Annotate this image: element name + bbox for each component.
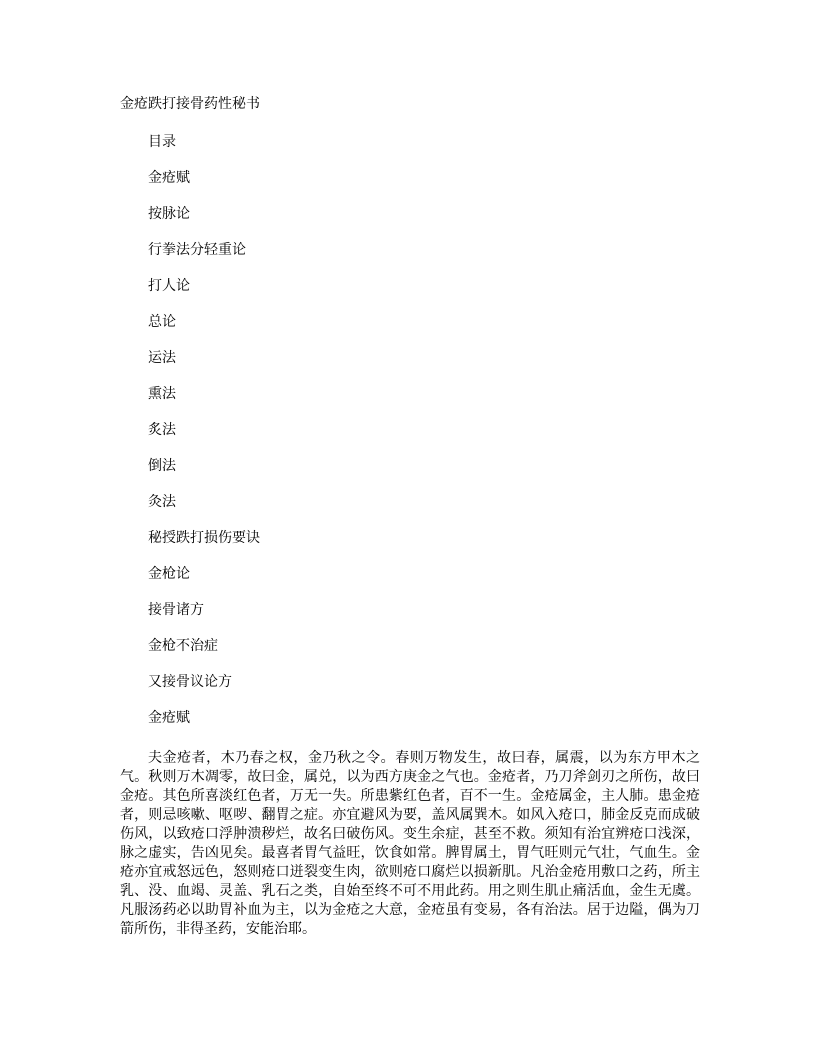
document-title: 金疮跌打接骨药性秘书 (120, 96, 260, 112)
toc-item: 运法 (148, 350, 176, 366)
toc-item: 打人论 (148, 278, 190, 294)
toc-item: 按脉论 (148, 206, 190, 222)
toc-item: 目录 (148, 134, 176, 150)
toc-item: 熏法 (148, 386, 176, 402)
toc-item: 金枪论 (148, 566, 190, 582)
toc-item: 总论 (148, 314, 176, 330)
toc-item: 秘授跌打损伤要诀 (148, 530, 260, 546)
body-paragraph: 夫金疮者，木乃春之权，金乃秋之令。春则万物发生，故曰春，属震，以为东方甲木之气。秋则万木凋零，故曰金，属兑，以为西方庚金之气也。金疮者，乃刀斧剑刃之所伤，故曰金疮。其色所喜淡红色者，万无一失。所患紫红色者，百不一生。金疮属金，主人肺。患金疮者，则忌咳嗽、呕哕、翻胃之症。亦宜避风为要，盖风属巽木。如风入疮口，肺金反克而成破伤风，以致疮口浮肿溃秽烂，故名曰破伤风。变生余症，甚至不救。须知有治宜辨疮口浅深，脉之虚实，告凶见矣。最喜者胃气益旺，饮食如常。脾胃属土，胃气旺则元气壮，气血生。金疮亦宜戒怒远色，怒则疮口迸裂变生肉，欲则疮口腐烂以损新肌。凡治金疮用敷口之药，所主乳、没、血竭、灵盖、乳石之类，自始至终不可不用此药。用之则生肌止痛活血，金生无虞。凡服汤药必以助胃补血为主，以为金疮之大意，金疮虽有变易，各有治法。居于边隘，偶为刀箭所伤，非得圣药，安能治耶。 (120, 750, 700, 937)
toc-item: 金疮赋 (148, 170, 190, 186)
toc-item: 又接骨议论方 (148, 674, 232, 690)
table-of-contents (148, 133, 260, 745)
toc-item: 灸法 (148, 494, 176, 510)
toc-item: 金枪不治症 (148, 638, 218, 654)
toc-item: 金疮赋 (148, 710, 190, 726)
toc-item: 接骨诸方 (148, 602, 204, 618)
toc-item: 炙法 (148, 422, 176, 438)
toc-item: 倒法 (148, 458, 176, 474)
toc-item: 行拳法分轻重论 (148, 242, 246, 258)
